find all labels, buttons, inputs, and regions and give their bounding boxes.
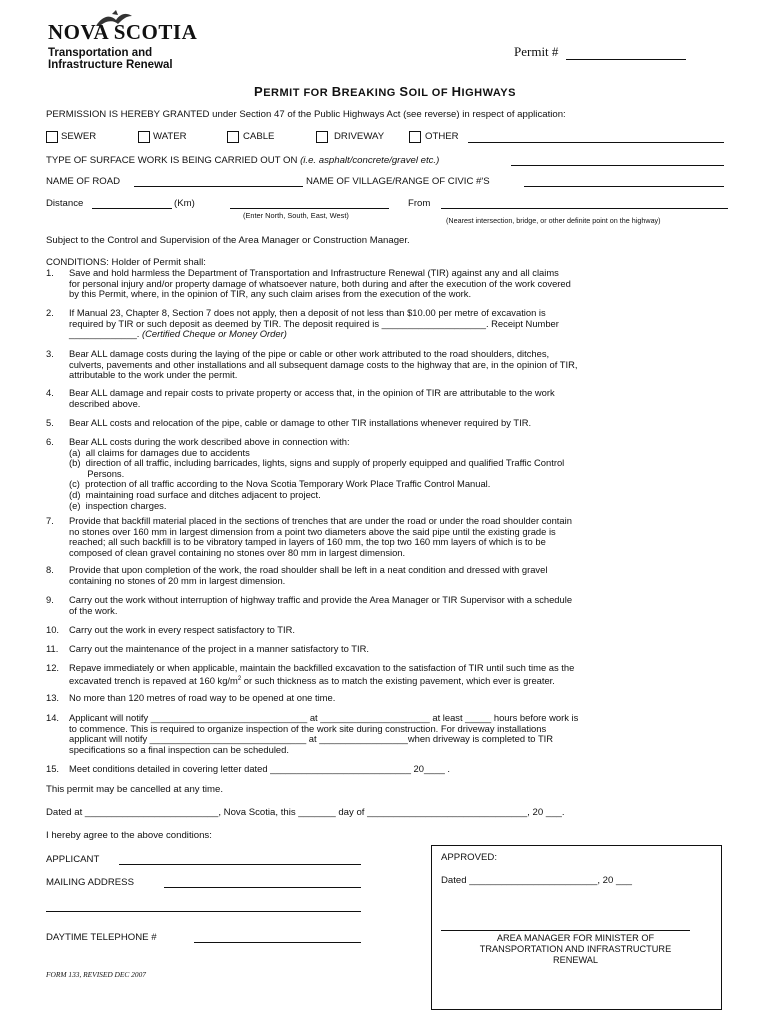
cable-checkbox[interactable] (227, 131, 239, 143)
permit-number-field[interactable] (566, 59, 686, 60)
approver-title: AREA MANAGER FOR MINISTER OF TRANSPORTATION AND INFRASTRUCTURE RENEWAL (479, 933, 672, 965)
village-label: NAME OF VILLAGE/RANGE OF CIVIC #'S (306, 176, 490, 187)
supervision-statement: Subject to the Control and Supervision of the Area Manager or Construction Manager. (46, 235, 410, 246)
logo-department-line1: Transportation and (48, 47, 153, 59)
approver-signature-field[interactable] (441, 930, 690, 931)
water-checkbox[interactable] (138, 131, 150, 143)
telephone-label: DAYTIME TELEPHONE # (46, 932, 157, 943)
applicant-field[interactable] (119, 864, 361, 865)
other-field[interactable] (468, 142, 724, 143)
road-name-label: NAME OF ROAD (46, 176, 121, 187)
location-hint: (Nearest intersection, bridge, or other definite point on the highway) (446, 216, 661, 225)
form-title: PERMIT FOR BREAKING SOIL OF HIGHWAYS (254, 84, 516, 99)
mailing-address-label: MAILING ADDRESS (46, 877, 134, 888)
telephone-field[interactable] (194, 942, 361, 943)
approved-label: APPROVED: (441, 852, 497, 863)
cable-label: CABLE (243, 131, 275, 142)
other-checkbox[interactable] (409, 131, 421, 143)
village-field[interactable] (524, 186, 724, 187)
direction-field[interactable] (230, 208, 389, 209)
driveway-label: DRIVEWAY (334, 131, 385, 142)
mailing-address-field[interactable] (164, 887, 361, 888)
km-label: (Km) (174, 198, 195, 209)
permission-statement: PERMISSION IS HEREBY GRANTED under Section 47 of the Public Highways Act (see reverse) in respect of application: (46, 109, 566, 120)
other-label: OTHER (425, 131, 459, 142)
distance-label: Distance (46, 198, 84, 209)
surface-work-label: TYPE OF SURFACE WORK IS BEING CARRIED OUT ON (i.e. asphalt/concrete/gravel etc.) (46, 155, 440, 166)
road-name-field[interactable] (134, 186, 303, 187)
agreement-statement: I hereby agree to the above conditions: (46, 830, 212, 841)
approval-box (431, 845, 722, 1010)
cancellation-note: This permit may be cancelled at any time. (46, 784, 224, 795)
driveway-checkbox[interactable] (316, 131, 328, 143)
logo-wordmark: NOVA SCOTIA (48, 20, 198, 44)
permit-number-label: Permit # (514, 44, 559, 59)
form-number: FORM 133, REVISED DEC 2007 (46, 970, 146, 979)
water-label: WATER (153, 131, 187, 142)
direction-hint: (Enter North, South, East, West) (243, 211, 349, 220)
approval-dated-line[interactable]: Dated ________________________, 20 ___ (441, 875, 632, 886)
sewer-checkbox[interactable] (46, 131, 58, 143)
conditions-heading: CONDITIONS: Holder of Permit shall: (46, 257, 206, 268)
surface-work-field[interactable] (511, 165, 724, 166)
mailing-address-field-2[interactable] (46, 911, 361, 912)
from-label: From (408, 198, 431, 209)
dated-at-line[interactable]: Dated at _________________________, Nova Scotia, this _______ day of ______________________________, 20 ___. (46, 807, 565, 818)
sewer-label: SEWER (61, 131, 97, 142)
logo-department-line2: Infrastructure Renewal (48, 59, 173, 71)
distance-field[interactable] (92, 208, 172, 209)
from-location-field[interactable] (441, 208, 728, 209)
applicant-label: APPLICANT (46, 854, 100, 865)
